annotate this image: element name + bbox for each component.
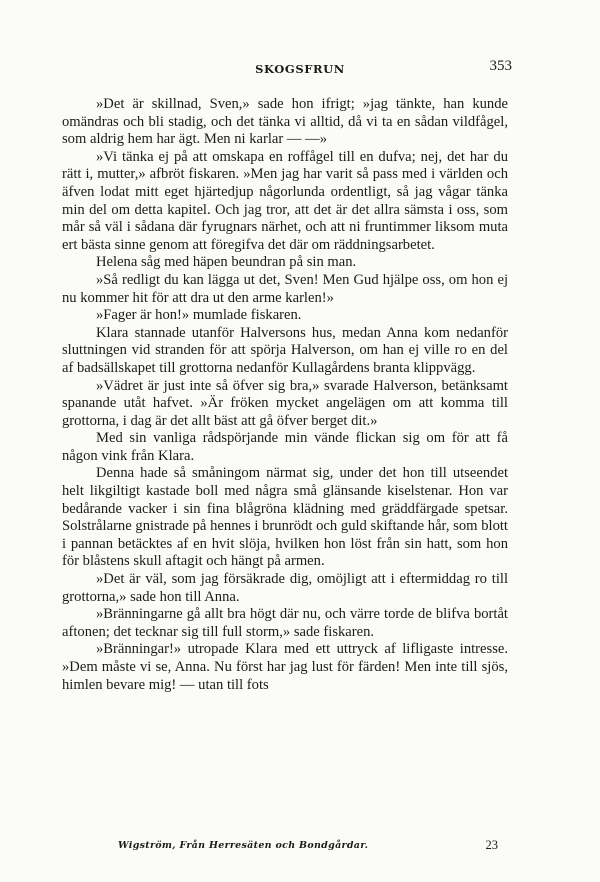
footer-source: Wigström, Från Herresäten och Bondgårdar. (118, 840, 369, 851)
paragraph: »Vädret är just inte så öfver sig bra,» svarade Halverson, betänksamt spanande utåt hafvet. »Är fröken mycket angelägen om att komma till grottorna, i dag är det allt bäst att gå öfver berget dit.» (62, 377, 508, 429)
paragraph: Klara stannade utanför Halversons hus, medan Anna kom nedanför sluttningen vid stranden för att spörja Halverson, om han ej ville ro en del af badsällskapet till grottorna nedanför Kullagårdens branta klippvägg. (62, 324, 508, 376)
body-text (62, 96, 508, 694)
page-number: 353 (489, 58, 512, 74)
paragraph: »Fager är hon!» mumlade fiskaren. (96, 307, 302, 324)
footer-signature-mark: 23 (485, 838, 498, 852)
paragraph: »Så redligt du kan lägga ut det, Sven! Men Gud hjälpe oss, om hon ej nu kommer hit för att dra ut den arme karlen!» (62, 271, 508, 306)
paragraph: »Vi tänka ej på att omskapa en roffågel till en dufva; nej, det har du rätt i, mutter,» afbröt fiskaren. »Men jag har varit så pass med i världen och äfven lodat mitt eget hjärtedjup någorlunda ordentligt, så jag vågar tänka min del om detta kapitel. Och jag tror, att det är det allra sämsta i oss, som mår så väl i sådana där fyrugnars närhet, och att ni fruntimmer liksom muta ert bästa sinne genom att föregifva det där om räddningsarbetet. (62, 148, 508, 253)
paragraph: »Det är skillnad, Sven,» sade hon ifrigt; »jag tänkte, han kunde omändras och bli stadig, och det tänka vi alltid, då vi ta en sådan vildfågel, som aldrig hem har ägt. Men ni karlar — —» (62, 96, 508, 148)
paragraph: »Det är väl, som jag försäkrade dig, omöjligt att i eftermiddag ro till grottorna,» sade hon till Anna. (62, 571, 508, 605)
paragraph: Med sin vanliga rådspörjande min vände flickan sig om för att få någon vink från Klara. (62, 430, 508, 464)
paragraph: »Bränningarne gå allt bra högt där nu, och värre torde de blifva bortåt aftonen; det tecknar sig till full storm,» sade fiskaren. (62, 606, 508, 640)
paragraph: »Bränningar!» utropade Klara med ett uttryck af lifligaste intresse. »Dem måste vi se, Anna. Nu först har jag lust för färden! Men inte till sjös, himlen bevare mig! — utan till fots (62, 641, 508, 693)
running-header-title: SKOGSFRUN (255, 62, 345, 76)
paragraph: Denna hade så småningom närmat sig, under det hon till utseendet helt likgiltigt kastade boll med några små glänsande kiselstenar. Hon var bedårande vacker i sin fina blågröna klädning med gräddfärgade spetsar. Solstrålarne gnistrade på hennes i brunrödt och guld skiftande hår, som blott i pannan betäcktes af en hvit slöja, hvilken hon löst från sin hatt, som hon för blåstens skull aftagit och hängt på armen. (62, 465, 508, 570)
paragraph: Helena såg med häpen beundran på sin man. (96, 254, 357, 271)
